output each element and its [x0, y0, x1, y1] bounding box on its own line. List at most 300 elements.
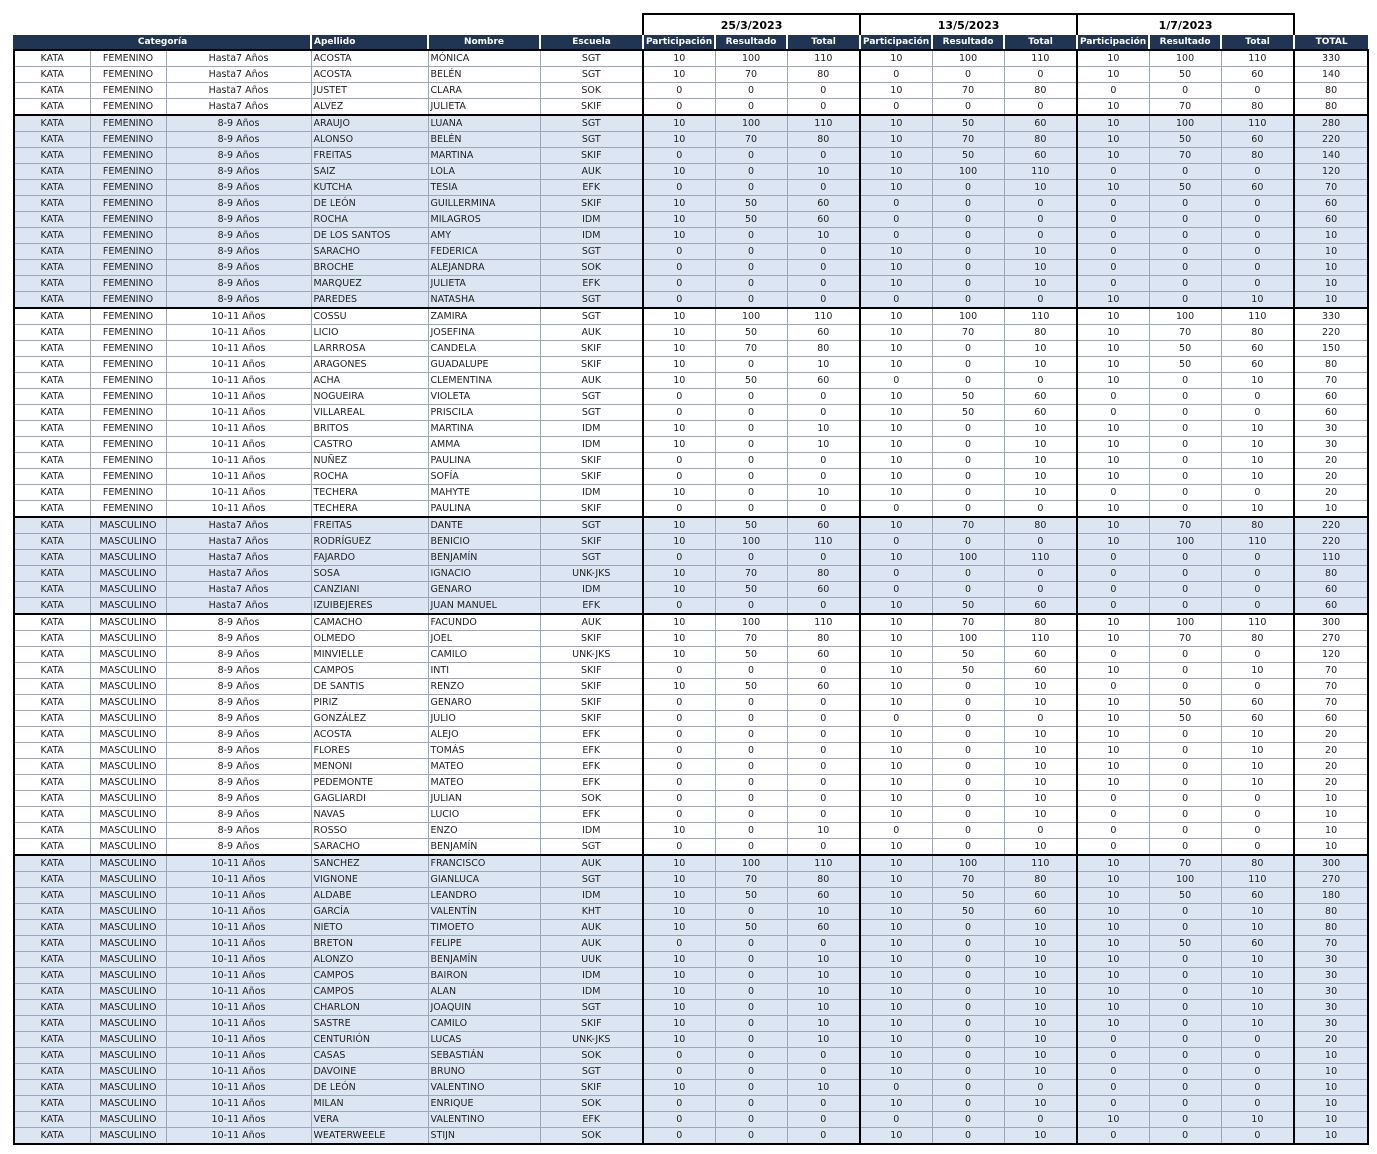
cell-grand-total: 110 [1294, 550, 1368, 566]
cell-resultado-2: 70 [932, 132, 1004, 148]
cell-participacion-1: 0 [643, 83, 715, 99]
cell-participacion-1: 10 [643, 373, 715, 389]
cell-participacion-3: 0 [1077, 582, 1149, 598]
cell-modalidad: KATA [14, 485, 90, 501]
cell-edad: Hasta7 Años [166, 83, 311, 99]
cell-resultado-2: 70 [932, 614, 1004, 631]
cell-total-1: 10 [787, 485, 860, 501]
cell-resultado-2: 0 [932, 180, 1004, 196]
cell-participacion-3: 10 [1077, 614, 1149, 631]
cell-escuela: SGT [540, 308, 643, 325]
cell-resultado-2: 100 [932, 308, 1004, 325]
table-row [14, 421, 1368, 437]
cell-modalidad: KATA [14, 180, 90, 196]
cell-modalidad: KATA [14, 823, 90, 839]
cell-resultado-2: 0 [932, 196, 1004, 212]
cell-modalidad: KATA [14, 244, 90, 260]
cell-resultado-1: 0 [715, 1112, 787, 1128]
cell-resultado-2: 0 [932, 839, 1004, 856]
table-row [14, 904, 1368, 920]
cell-total-2: 0 [1004, 566, 1077, 582]
cell-participacion-2: 0 [860, 823, 932, 839]
cell-participacion-3: 10 [1077, 711, 1149, 727]
cell-total-1: 0 [787, 148, 860, 164]
cell-participacion-1: 10 [643, 341, 715, 357]
table-row [14, 823, 1368, 839]
cell-genero: MASCULINO [90, 550, 166, 566]
cell-grand-total: 30 [1294, 1000, 1368, 1016]
cell-modalidad: KATA [14, 196, 90, 212]
cell-nombre: CANDELA [428, 341, 540, 357]
cell-resultado-2: 0 [932, 936, 1004, 952]
table-row [14, 1128, 1368, 1145]
cell-modalidad: KATA [14, 582, 90, 598]
cell-apellido: FLORES [311, 743, 428, 759]
cell-total-3: 80 [1221, 99, 1294, 116]
cell-grand-total: 30 [1294, 952, 1368, 968]
cell-total-3: 0 [1221, 164, 1294, 180]
cell-nombre: MILAGROS [428, 212, 540, 228]
cell-edad: 10-11 Años [166, 904, 311, 920]
cell-modalidad: KATA [14, 99, 90, 116]
cell-resultado-1: 0 [715, 550, 787, 566]
table-row [14, 437, 1368, 453]
cell-nombre: LUANA [428, 115, 540, 132]
cell-total-2: 60 [1004, 904, 1077, 920]
cell-escuela: SOK [540, 791, 643, 807]
cell-apellido: CANZIANI [311, 582, 428, 598]
table-row [14, 807, 1368, 823]
cell-total-3: 0 [1221, 839, 1294, 856]
cell-modalidad: KATA [14, 679, 90, 695]
cell-grand-total: 60 [1294, 711, 1368, 727]
cell-nombre: ALAN [428, 984, 540, 1000]
cell-escuela: SKIF [540, 1080, 643, 1096]
cell-participacion-2: 10 [860, 341, 932, 357]
cell-total-3: 60 [1221, 888, 1294, 904]
cell-total-3: 0 [1221, 791, 1294, 807]
cell-edad: 10-11 Años [166, 357, 311, 373]
cell-total-1: 0 [787, 807, 860, 823]
cell-total-3: 0 [1221, 276, 1294, 292]
cell-genero: MASCULINO [90, 598, 166, 615]
cell-total-2: 0 [1004, 534, 1077, 550]
cell-total-2: 60 [1004, 647, 1077, 663]
cell-participacion-3: 10 [1077, 936, 1149, 952]
cell-apellido: WEATERWEELE [311, 1128, 428, 1145]
cell-total-3: 80 [1221, 325, 1294, 341]
cell-resultado-2: 50 [932, 904, 1004, 920]
cell-total-1: 60 [787, 888, 860, 904]
cell-participacion-1: 0 [643, 453, 715, 469]
cell-grand-total: 20 [1294, 469, 1368, 485]
cell-grand-total: 20 [1294, 453, 1368, 469]
cell-resultado-1: 0 [715, 1032, 787, 1048]
cell-grand-total: 20 [1294, 775, 1368, 791]
cell-apellido: NOGUEIRA [311, 389, 428, 405]
cell-nombre: NATASHA [428, 292, 540, 309]
cell-apellido: BRETON [311, 936, 428, 952]
cell-total-1: 110 [787, 614, 860, 631]
cell-nombre: INTI [428, 663, 540, 679]
table-row [14, 711, 1368, 727]
cell-resultado-1: 100 [715, 308, 787, 325]
cell-nombre: STIJN [428, 1128, 540, 1145]
cell-participacion-2: 10 [860, 888, 932, 904]
cell-participacion-1: 0 [643, 469, 715, 485]
cell-resultado-1: 50 [715, 920, 787, 936]
cell-escuela: UNK-JKS [540, 647, 643, 663]
cell-modalidad: KATA [14, 839, 90, 856]
cell-nombre: TIMOETO [428, 920, 540, 936]
cell-resultado-2: 0 [932, 1112, 1004, 1128]
cell-total-3: 80 [1221, 517, 1294, 534]
cell-resultado-3: 0 [1149, 823, 1221, 839]
cell-resultado-1: 50 [715, 373, 787, 389]
cell-total-1: 60 [787, 196, 860, 212]
cell-total-3: 80 [1221, 855, 1294, 872]
cell-resultado-2: 0 [932, 1096, 1004, 1112]
cell-edad: 10-11 Años [166, 968, 311, 984]
cell-resultado-1: 0 [715, 180, 787, 196]
cell-total-3: 0 [1221, 260, 1294, 276]
cell-grand-total: 10 [1294, 823, 1368, 839]
cell-edad: 10-11 Años [166, 1128, 311, 1145]
cell-grand-total: 80 [1294, 99, 1368, 116]
cell-genero: FEMENINO [90, 260, 166, 276]
cell-grand-total: 270 [1294, 872, 1368, 888]
cell-edad: 8-9 Años [166, 180, 311, 196]
cell-modalidad: KATA [14, 1016, 90, 1032]
cell-participacion-3: 0 [1077, 807, 1149, 823]
cell-resultado-2: 50 [932, 647, 1004, 663]
cell-participacion-3: 10 [1077, 775, 1149, 791]
cell-edad: Hasta7 Años [166, 598, 311, 615]
cell-participacion-1: 0 [643, 99, 715, 116]
cell-apellido: RODRÍGUEZ [311, 534, 428, 550]
cell-participacion-1: 10 [643, 872, 715, 888]
cell-resultado-3: 50 [1149, 67, 1221, 83]
cell-total-3: 60 [1221, 341, 1294, 357]
cell-nombre: DANTE [428, 517, 540, 534]
cell-participacion-3: 10 [1077, 904, 1149, 920]
cell-resultado-3: 0 [1149, 550, 1221, 566]
cell-edad: 10-11 Años [166, 421, 311, 437]
cell-total-1: 0 [787, 791, 860, 807]
cell-total-3: 110 [1221, 872, 1294, 888]
cell-participacion-1: 10 [643, 631, 715, 647]
cell-grand-total: 10 [1294, 260, 1368, 276]
cell-total-2: 0 [1004, 212, 1077, 228]
cell-resultado-2: 0 [932, 292, 1004, 309]
cell-participacion-1: 0 [643, 292, 715, 309]
cell-participacion-3: 10 [1077, 357, 1149, 373]
cell-total-1: 110 [787, 50, 860, 67]
column-header-row [14, 35, 1368, 50]
cell-resultado-1: 0 [715, 228, 787, 244]
cell-nombre: MÓNICA [428, 50, 540, 67]
cell-nombre: AMMA [428, 437, 540, 453]
cell-grand-total: 60 [1294, 582, 1368, 598]
cell-resultado-3: 0 [1149, 83, 1221, 99]
cell-escuela: EFK [540, 598, 643, 615]
cell-escuela: SKIF [540, 679, 643, 695]
cell-resultado-1: 0 [715, 984, 787, 1000]
table-row [14, 389, 1368, 405]
cell-genero: FEMENINO [90, 453, 166, 469]
cell-edad: 8-9 Años [166, 663, 311, 679]
table-row [14, 1048, 1368, 1064]
cell-resultado-3: 0 [1149, 164, 1221, 180]
cell-participacion-1: 0 [643, 759, 715, 775]
cell-resultado-2: 0 [932, 437, 1004, 453]
cell-participacion-2: 10 [860, 485, 932, 501]
cell-total-3: 110 [1221, 614, 1294, 631]
cell-edad: 8-9 Años [166, 164, 311, 180]
cell-modalidad: KATA [14, 695, 90, 711]
cell-participacion-3: 0 [1077, 405, 1149, 421]
table-row [14, 260, 1368, 276]
cell-participacion-3: 10 [1077, 1016, 1149, 1032]
cell-resultado-3: 50 [1149, 357, 1221, 373]
cell-nombre: BENJAMÍN [428, 952, 540, 968]
cell-genero: MASCULINO [90, 517, 166, 534]
cell-modalidad: KATA [14, 405, 90, 421]
header-categoria: Categoría [14, 35, 311, 50]
cell-edad: 10-11 Años [166, 389, 311, 405]
cell-total-2: 0 [1004, 501, 1077, 518]
cell-total-1: 0 [787, 1112, 860, 1128]
cell-apellido: PIRIZ [311, 695, 428, 711]
results-table [13, 13, 1369, 1145]
cell-resultado-2: 0 [932, 1000, 1004, 1016]
cell-genero: FEMENINO [90, 212, 166, 228]
cell-total-2: 60 [1004, 115, 1077, 132]
cell-edad: 10-11 Años [166, 501, 311, 518]
cell-escuela: AUK [540, 325, 643, 341]
cell-resultado-1: 0 [715, 99, 787, 116]
cell-resultado-2: 50 [932, 663, 1004, 679]
cell-total-1: 0 [787, 501, 860, 518]
cell-resultado-1: 50 [715, 888, 787, 904]
cell-total-2: 60 [1004, 148, 1077, 164]
cell-genero: FEMENINO [90, 244, 166, 260]
cell-grand-total: 10 [1294, 1064, 1368, 1080]
cell-apellido: TECHERA [311, 501, 428, 518]
cell-participacion-1: 10 [643, 823, 715, 839]
cell-total-2: 10 [1004, 260, 1077, 276]
cell-modalidad: KATA [14, 968, 90, 984]
cell-resultado-1: 70 [715, 67, 787, 83]
cell-resultado-2: 0 [932, 228, 1004, 244]
cell-total-2: 10 [1004, 1016, 1077, 1032]
cell-nombre: LUCAS [428, 1032, 540, 1048]
cell-participacion-3: 10 [1077, 469, 1149, 485]
cell-apellido: FREITAS [311, 517, 428, 534]
cell-edad: Hasta7 Años [166, 582, 311, 598]
cell-resultado-3: 0 [1149, 1128, 1221, 1145]
cell-total-3: 10 [1221, 727, 1294, 743]
cell-participacion-3: 10 [1077, 99, 1149, 116]
cell-edad: 10-11 Años [166, 453, 311, 469]
cell-resultado-3: 0 [1149, 952, 1221, 968]
cell-participacion-1: 0 [643, 775, 715, 791]
cell-grand-total: 300 [1294, 614, 1368, 631]
cell-genero: MASCULINO [90, 631, 166, 647]
cell-total-1: 0 [787, 453, 860, 469]
cell-apellido: CASTRO [311, 437, 428, 453]
cell-participacion-1: 10 [643, 50, 715, 67]
cell-total-1: 110 [787, 534, 860, 550]
cell-total-3: 0 [1221, 196, 1294, 212]
cell-total-3: 80 [1221, 631, 1294, 647]
cell-total-3: 0 [1221, 1064, 1294, 1080]
cell-participacion-1: 0 [643, 550, 715, 566]
cell-apellido: ARAGONES [311, 357, 428, 373]
cell-genero: MASCULINO [90, 807, 166, 823]
cell-total-1: 0 [787, 727, 860, 743]
cell-grand-total: 20 [1294, 759, 1368, 775]
cell-apellido: DE LEÓN [311, 196, 428, 212]
cell-participacion-3: 10 [1077, 695, 1149, 711]
cell-resultado-2: 70 [932, 517, 1004, 534]
cell-apellido: SOSA [311, 566, 428, 582]
cell-participacion-1: 10 [643, 1080, 715, 1096]
cell-modalidad: KATA [14, 357, 90, 373]
cell-participacion-1: 10 [643, 1032, 715, 1048]
cell-apellido: VERA [311, 1112, 428, 1128]
cell-apellido: ACOSTA [311, 67, 428, 83]
cell-total-2: 110 [1004, 50, 1077, 67]
cell-resultado-3: 0 [1149, 743, 1221, 759]
cell-edad: 10-11 Años [166, 952, 311, 968]
table-row [14, 517, 1368, 534]
cell-total-1: 0 [787, 695, 860, 711]
cell-genero: FEMENINO [90, 357, 166, 373]
cell-genero: FEMENINO [90, 325, 166, 341]
cell-total-1: 10 [787, 1000, 860, 1016]
table-row [14, 1016, 1368, 1032]
cell-participacion-2: 10 [860, 727, 932, 743]
cell-participacion-1: 10 [643, 132, 715, 148]
cell-apellido: ARAUJO [311, 115, 428, 132]
cell-apellido: CAMPOS [311, 663, 428, 679]
cell-total-2: 10 [1004, 1048, 1077, 1064]
cell-genero: FEMENINO [90, 437, 166, 453]
cell-resultado-1: 0 [715, 936, 787, 952]
cell-participacion-2: 10 [860, 517, 932, 534]
cell-modalidad: KATA [14, 212, 90, 228]
cell-resultado-3: 0 [1149, 196, 1221, 212]
cell-resultado-2: 0 [932, 1080, 1004, 1096]
cell-grand-total: 30 [1294, 1016, 1368, 1032]
cell-escuela: SOK [540, 83, 643, 99]
cell-participacion-3: 0 [1077, 679, 1149, 695]
table-row [14, 566, 1368, 582]
cell-edad: 8-9 Años [166, 631, 311, 647]
cell-escuela: SGT [540, 67, 643, 83]
table-row [14, 968, 1368, 984]
cell-resultado-2: 0 [932, 759, 1004, 775]
cell-grand-total: 180 [1294, 888, 1368, 904]
cell-resultado-1: 0 [715, 164, 787, 180]
cell-nombre: TESIA [428, 180, 540, 196]
cell-grand-total: 60 [1294, 389, 1368, 405]
cell-resultado-2: 0 [932, 341, 1004, 357]
cell-edad: 8-9 Años [166, 791, 311, 807]
table-row [14, 936, 1368, 952]
cell-resultado-1: 0 [715, 437, 787, 453]
cell-total-3: 10 [1221, 1000, 1294, 1016]
cell-resultado-3: 0 [1149, 228, 1221, 244]
cell-apellido: ALDABE [311, 888, 428, 904]
cell-resultado-2: 100 [932, 50, 1004, 67]
table-row [14, 759, 1368, 775]
cell-participacion-3: 0 [1077, 212, 1149, 228]
cell-resultado-3: 50 [1149, 132, 1221, 148]
cell-participacion-2: 10 [860, 807, 932, 823]
cell-total-3: 0 [1221, 83, 1294, 99]
cell-resultado-2: 0 [932, 212, 1004, 228]
cell-participacion-1: 0 [643, 663, 715, 679]
cell-resultado-2: 0 [932, 582, 1004, 598]
cell-resultado-2: 0 [932, 1016, 1004, 1032]
table-row [14, 180, 1368, 196]
cell-resultado-3: 0 [1149, 791, 1221, 807]
cell-genero: FEMENINO [90, 469, 166, 485]
cell-genero: MASCULINO [90, 888, 166, 904]
cell-apellido: NUÑEZ [311, 453, 428, 469]
cell-nombre: LUCIO [428, 807, 540, 823]
cell-resultado-2: 50 [932, 389, 1004, 405]
cell-apellido: GONZÁLEZ [311, 711, 428, 727]
cell-participacion-3: 10 [1077, 437, 1149, 453]
cell-resultado-3: 0 [1149, 405, 1221, 421]
cell-total-3: 0 [1221, 228, 1294, 244]
cell-total-1: 10 [787, 228, 860, 244]
cell-resultado-2: 0 [932, 99, 1004, 116]
cell-resultado-2: 0 [932, 67, 1004, 83]
cell-participacion-2: 10 [860, 695, 932, 711]
cell-participacion-1: 0 [643, 276, 715, 292]
cell-total-3: 0 [1221, 598, 1294, 615]
cell-resultado-3: 70 [1149, 325, 1221, 341]
cell-participacion-1: 0 [643, 1064, 715, 1080]
cell-resultado-1: 0 [715, 952, 787, 968]
cell-nombre: GUADALUPE [428, 357, 540, 373]
cell-nombre: ALEJO [428, 727, 540, 743]
cell-nombre: LOLA [428, 164, 540, 180]
cell-edad: 10-11 Años [166, 920, 311, 936]
cell-total-2: 80 [1004, 872, 1077, 888]
cell-edad: 10-11 Años [166, 469, 311, 485]
cell-escuela: UUK [540, 952, 643, 968]
table-row [14, 501, 1368, 518]
cell-participacion-2: 10 [860, 1048, 932, 1064]
cell-total-2: 10 [1004, 968, 1077, 984]
cell-total-2: 10 [1004, 357, 1077, 373]
cell-resultado-3: 0 [1149, 968, 1221, 984]
cell-nombre: JULIO [428, 711, 540, 727]
cell-participacion-2: 0 [860, 67, 932, 83]
cell-resultado-2: 50 [932, 405, 1004, 421]
cell-participacion-3: 0 [1077, 485, 1149, 501]
cell-participacion-1: 10 [643, 228, 715, 244]
cell-escuela: AUK [540, 855, 643, 872]
table-row [14, 743, 1368, 759]
cell-resultado-3: 0 [1149, 453, 1221, 469]
cell-grand-total: 60 [1294, 598, 1368, 615]
